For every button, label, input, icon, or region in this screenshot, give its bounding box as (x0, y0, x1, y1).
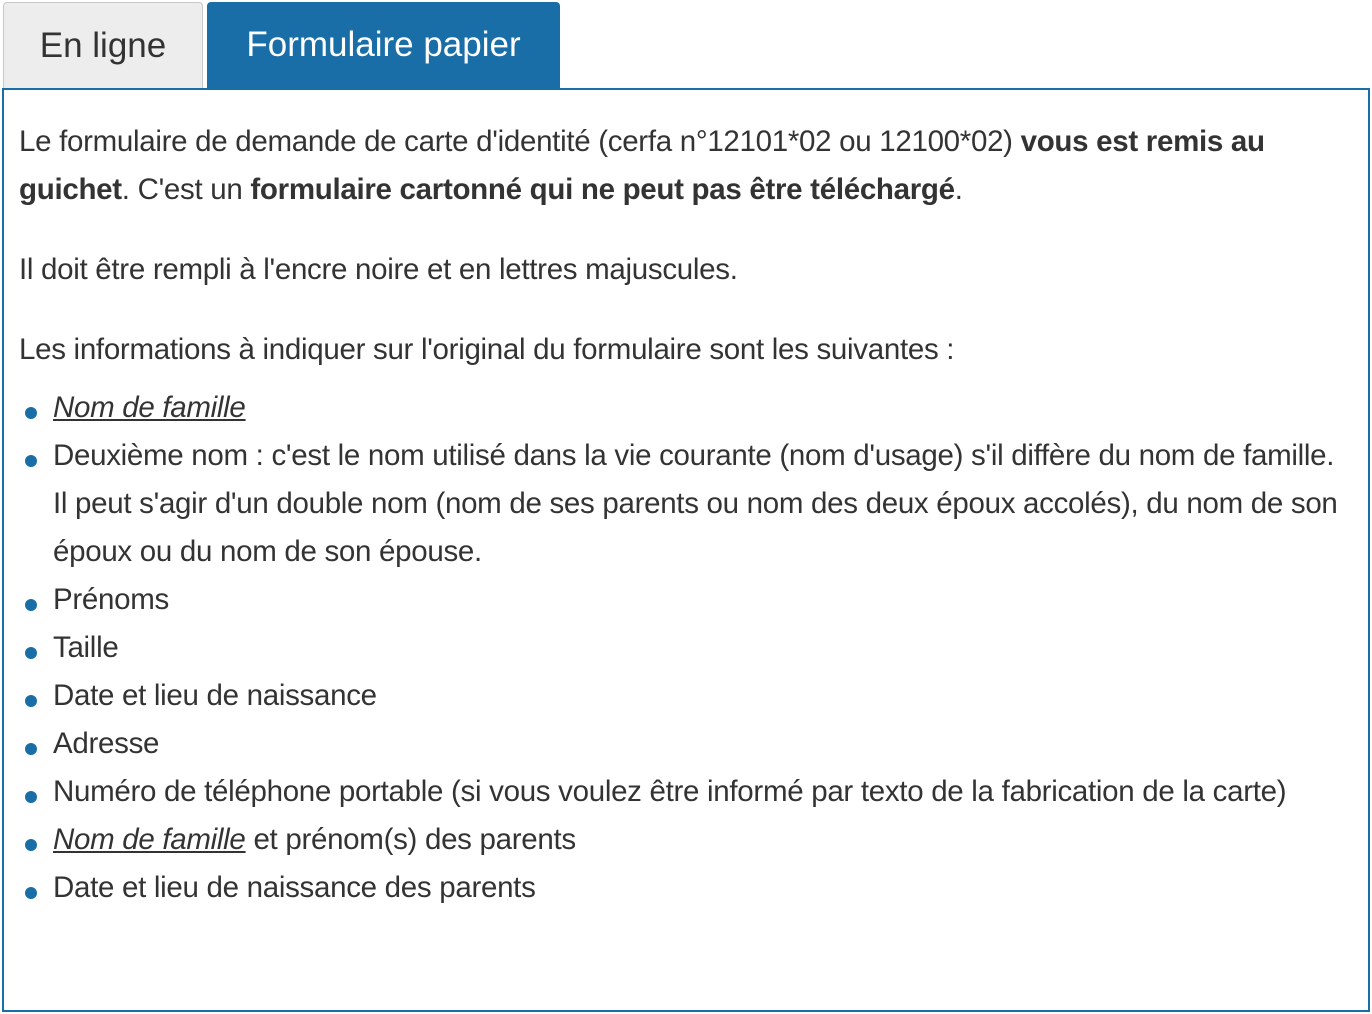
deuxieme-nom-text: Deuxième nom : c'est le nom utilisé dans la vie courante (nom d'usage) s'il diffère du nom de famille. Il peut s'agir d'un double nom (nom de ses parents ou nom des deux époux accolés), du nom de son époux ou du nom de son épouse. (53, 439, 1338, 568)
intro-bold-2: formulaire cartonné qui ne peut pas être téléchargé (250, 173, 955, 206)
adresse-text: Adresse (53, 727, 160, 760)
tab-panel (2, 88, 1370, 1012)
bullet-icon (25, 599, 37, 611)
prenoms-text: Prénoms (53, 583, 169, 616)
tab-formulaire-papier[interactable]: Formulaire papier (207, 2, 560, 88)
list-item-parents-date (19, 864, 1354, 912)
list-item-taille (19, 624, 1354, 672)
intro-text-2: . C'est un (121, 173, 251, 206)
tab-en-ligne[interactable]: En ligne (3, 2, 203, 88)
list-item-telephone (19, 768, 1354, 816)
telephone-text: Numéro de téléphone portable (si vous voulez être informé par texto de la fabrication de la carte) (53, 775, 1287, 808)
list-item-date-lieu (19, 672, 1354, 720)
list-intro: Les informations à indiquer sur l'original du formulaire sont les suivantes : (19, 333, 955, 366)
bullet-icon (25, 695, 37, 707)
list-item-adresse (19, 720, 1354, 768)
intro-text-1: Le formulaire de demande de carte d'identité (cerfa n°12101*02 ou 12100*02) (19, 125, 1021, 158)
bullet-icon (25, 791, 37, 803)
parents-date-text: Date et lieu de naissance des parents (53, 871, 536, 904)
parents-text: et prénom(s) des parents (245, 823, 576, 856)
bullet-icon (25, 887, 37, 899)
bullet-icon (25, 647, 37, 659)
list-item-prenoms (19, 576, 1354, 624)
intro-text-3: . (954, 173, 963, 206)
panel-content (19, 118, 1354, 912)
bullet-icon (25, 455, 37, 467)
info-list (19, 384, 1354, 912)
taille-text: Taille (53, 631, 119, 664)
parents-nom-de-famille-link[interactable]: Nom de famille (53, 823, 246, 856)
list-item-deuxieme-nom (19, 432, 1354, 576)
list-item-nom (19, 384, 1354, 432)
bullet-icon (25, 407, 37, 419)
intro-bold-1: vous est remis au guichet (19, 125, 1265, 206)
intro-paragraph (19, 118, 1354, 214)
date-lieu-text: Date et lieu de naissance (53, 679, 377, 712)
nom-de-famille-link[interactable]: Nom de famille (53, 391, 246, 424)
bullet-icon (25, 743, 37, 755)
ink-instruction: Il doit être rempli à l'encre noire et en lettres majuscules. (19, 253, 738, 286)
list-item-parents (19, 816, 1354, 864)
bullet-icon (25, 839, 37, 851)
